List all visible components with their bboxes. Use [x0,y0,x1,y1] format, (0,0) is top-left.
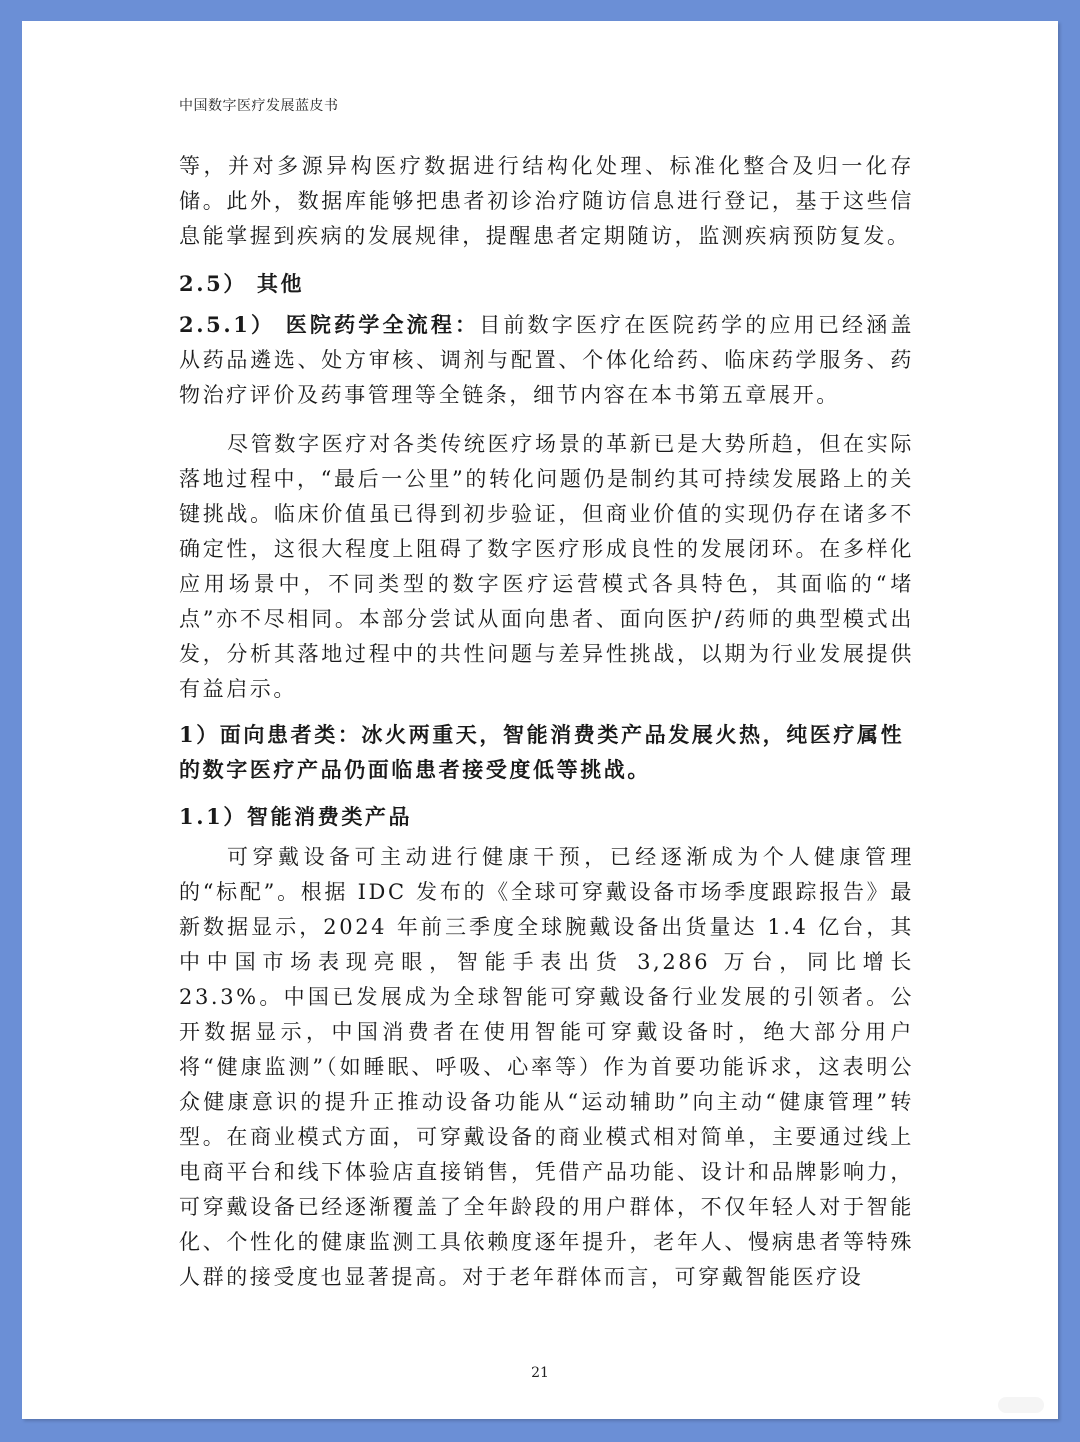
subsection-2-5-1-text: 目前数字医疗在医院药学的应用已经涵盖从药品遴选、处方审核、调剂与配置、个体化给药、临床药学服务、药物治疗评价及药事管理等全链条，细节内容在本书第五章展开。 [179,313,914,407]
page-content [179,149,914,1295]
paragraph-continued: 等，并对多源异构医疗数据进行结构化处理、标准化整合及归一化存储。此外，数据库能够把患者初诊治疗随访信息进行登记，基于这些信息能掌握到疾病的发展规律，提醒患者定期随访，监测疾病预防复发。 [179,154,914,248]
subsection-2-5-1-label: 2.5.1） 医院药学全流程： [179,312,480,337]
subsection-2-5-1 [179,307,914,413]
running-header: 中国数字医疗发展蓝皮书 [179,98,339,114]
section-heading-2-5: 2.5） 其他 [179,271,305,296]
heading-smart-consumer-products: 1.1）智能消费类产品 [179,804,413,829]
paragraph-challenges: 尽管数字医疗对各类传统医疗场景的革新已是大势所趋，但在实际落地过程中，“最后一公里”的转化问题仍是制约其可持续发展路上的关键挑战。临床价值虽已得到初步验证，但商业价值的实现仍存在诸多不确定性，这很大程度上阻碍了数字医疗形成良性的发展闭环。在多样化应用场景中，不同类型的数字医疗运营模式各具特色，其面临的“堵点”亦不尽相同。本部分尝试从面向患者、面向医护/药师的典型模式出发，分析其落地过程中的共性问题与差异性挑战，以期为行业发展提供有益启示。 [179,432,914,701]
document-page [22,21,1058,1419]
page-number: 21 [531,1365,549,1381]
watermark-mark [998,1397,1044,1413]
heading-patient-oriented: 1）面向患者类：冰火两重天，智能消费类产品发展火热，纯医疗属性的数字医疗产品仍面临患者接受度低等挑战。 [179,722,905,782]
paragraph-wearables: 可穿戴设备可主动进行健康干预，已经逐渐成为个人健康管理的“标配”。根据 IDC 发布的《全球可穿戴设备市场季度跟踪报告》最新数据显示，2024 年前三季度全球腕戴设备出货量达 1.4 亿台，其中中国市场表现亮眼，智能手表出货 3,286 万台，同比增长 23.3%。中国已发展成为全球智能可穿戴设备行业发展的引领者。公开数据显示，中国消费者在使用智能可穿戴设备时，绝大部分用户将“健康监测”（如睡眠、呼吸、心率等）作为首要功能诉求，这表明公众健康意识的提升正推动设备功能从“运动辅助”向主动“健康管理”转型。在商业模式方面，可穿戴设备的商业模式相对简单，主要通过线上电商平台和线下体验店直接销售，凭借产品功能、设计和品牌影响力，可穿戴设备已经逐渐覆盖了全年龄段的用户群体，不仅年轻人对于智能化、个性化的健康监测工具依赖度逐年提升，老年人、慢病患者等特殊人群的接受度也显著提高。对于老年群体而言，可穿戴智能医疗设 [179,845,914,1289]
